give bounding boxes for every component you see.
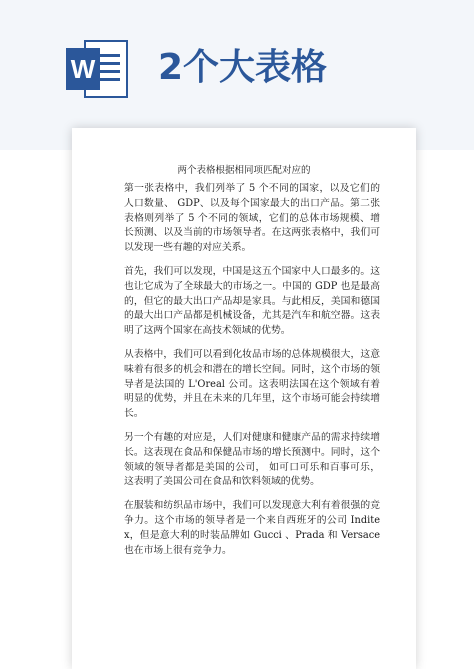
paragraph-5: 在服装和纺织品市场中，我们可以发现意大利有着很强的竞争力。这个市场的领导者是一个来自西班牙的公司 Inditex，但是意大利的时装品牌如 Gucci 、Prada 和 Versace 也在市场上很有竞争力。 <box>124 500 380 556</box>
paragraph-2: 首先，我们可以发现，中国是这五个国家中人口最多的。这也让它成为了全球最大的市场之一。中国的 GDP 也是最高的，但它的最大出口产品却是家具。与此相反，美国和德国的最大出口产品都是机械设备，尤其是汽车和航空器。这表明了这两个国家在高技术领域的优势。 <box>124 265 380 337</box>
document-page <box>72 128 416 669</box>
paragraph-3: 从表格中，我们可以看到化妆品市场的总体规模很大，这意味着有很多的机会和潜在的增长空间。同时，这个市场的领导者是法国的 L'Oreal 公司。这表明法国在这个领域有着明显的优势，并且在未来的几年里，这个市场可能会持续增长。 <box>124 348 380 420</box>
word-document-icon <box>66 40 128 98</box>
paragraph-4: 另一个有趣的对应是，人们对健康和健康产品的需求持续增长。这表现在食品和保健品市场的增长预测中。同时，这个领域的领导者都是美国的公司， 如可口可乐和百事可乐，这表明了美国公司在食品和饮料领域的优势。 <box>124 431 380 488</box>
word-letter-badge: W <box>66 48 100 90</box>
document-body <box>124 182 380 567</box>
paragraph-1: 第一张表格中，我们列举了 5 个不同的国家，以及它们的人口数量、 GDP、以及每个国家最大的出口产品。第二张表格则列举了 5 个不同的领域，它们的总体市场规模、增长预测、以及当前的市场领导者。在这两张表格中，我们可以发现一些有趣的对应关系。 <box>124 183 380 254</box>
document-title: 两个表格根据相同项匹配对应的 <box>177 165 311 176</box>
header-title: 2个大表格 <box>158 47 328 88</box>
